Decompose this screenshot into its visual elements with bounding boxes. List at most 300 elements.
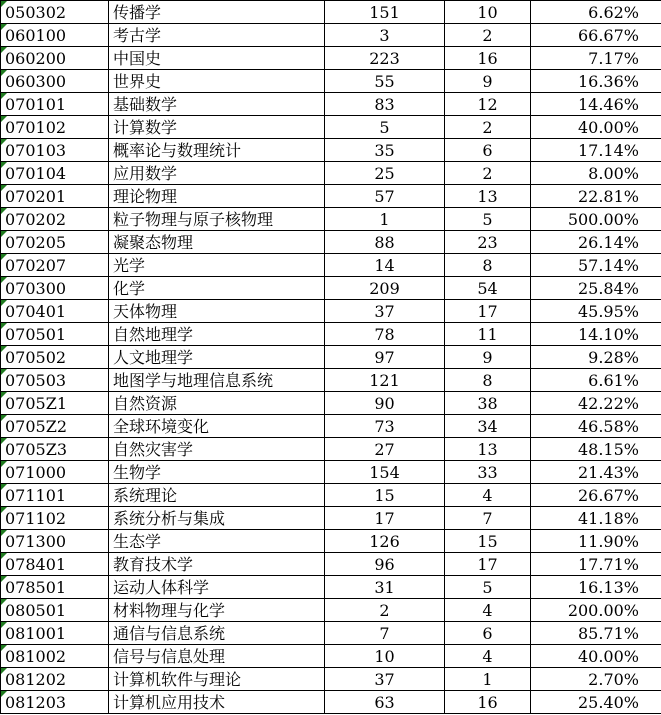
- cell-count-b[interactable]: [445, 47, 531, 70]
- text-format-indicator-icon: [1, 231, 7, 237]
- cell-ratio[interactable]: [531, 645, 661, 668]
- cell-count-a-text: 3: [379, 25, 390, 45]
- cell-program-name[interactable]: [109, 392, 325, 415]
- cell-count-a[interactable]: [325, 323, 445, 346]
- cell-count-b[interactable]: [445, 116, 531, 139]
- cell-program-name-text: 全球环境变化: [113, 416, 210, 436]
- cell-program-name-text: 理论物理: [113, 186, 178, 206]
- cell-ratio-text: 14.10%: [577, 324, 639, 344]
- cell-count-b-text: 2: [482, 117, 493, 137]
- cell-program-code-text: 060300: [5, 71, 67, 91]
- table-row: [1, 668, 661, 691]
- cell-count-b-text: 11: [477, 324, 498, 344]
- cell-program-code[interactable]: [1, 507, 109, 530]
- text-format-indicator-icon: [1, 24, 7, 30]
- cell-ratio-text: 9.28%: [588, 347, 639, 367]
- cell-program-name-text: 粒子物理与原子核物理: [113, 209, 274, 229]
- cell-ratio[interactable]: [531, 116, 661, 139]
- cell-count-b[interactable]: [445, 369, 531, 392]
- cell-ratio-text: 17.71%: [577, 554, 639, 574]
- cell-count-b[interactable]: [445, 622, 531, 645]
- text-format-indicator-icon: [1, 530, 7, 536]
- cell-program-code[interactable]: [1, 116, 109, 139]
- cell-count-a-text: 1: [379, 209, 390, 229]
- text-format-indicator-icon: [1, 438, 7, 444]
- cell-count-a[interactable]: [325, 116, 445, 139]
- cell-count-b[interactable]: [445, 93, 531, 116]
- cell-count-a[interactable]: [325, 599, 445, 622]
- table-row: [1, 369, 661, 392]
- cell-count-b-text: 8: [482, 370, 493, 390]
- text-format-indicator-icon: [1, 668, 7, 674]
- cell-count-b-text: 17: [477, 554, 498, 574]
- cell-count-b[interactable]: [445, 576, 531, 599]
- cell-program-name-text: 天体物理: [113, 301, 178, 321]
- cell-count-a[interactable]: [325, 668, 445, 691]
- text-format-indicator-icon: [1, 576, 7, 582]
- cell-program-name[interactable]: [109, 369, 325, 392]
- cell-count-b[interactable]: [445, 139, 531, 162]
- cell-program-name-text: 传播学: [113, 2, 162, 22]
- cell-ratio[interactable]: [531, 139, 661, 162]
- cell-program-code[interactable]: [1, 576, 109, 599]
- cell-program-name-text: 人文地理学: [113, 347, 194, 367]
- cell-ratio-text: 500.00%: [567, 209, 639, 229]
- cell-count-a-text: 57: [374, 186, 395, 206]
- cell-ratio[interactable]: [531, 668, 661, 691]
- cell-ratio[interactable]: [531, 622, 661, 645]
- cell-count-b-text: 23: [477, 232, 498, 252]
- cell-count-a-text: 97: [374, 347, 395, 367]
- cell-count-a[interactable]: [325, 645, 445, 668]
- cell-program-name[interactable]: [109, 139, 325, 162]
- table-row: [1, 346, 661, 369]
- cell-program-name-text: 计算数学: [113, 117, 178, 137]
- cell-count-a-text: 25: [374, 163, 395, 183]
- table-row: [1, 93, 661, 116]
- cell-program-name[interactable]: [109, 208, 325, 231]
- cell-count-b-text: 2: [482, 163, 493, 183]
- cell-program-code[interactable]: [1, 438, 109, 461]
- cell-count-a-text: 73: [374, 416, 395, 436]
- table-row: [1, 622, 661, 645]
- cell-program-name[interactable]: [109, 484, 325, 507]
- cell-program-code-text: 070201: [5, 186, 67, 206]
- cell-program-name[interactable]: [109, 553, 325, 576]
- text-format-indicator-icon: [1, 47, 7, 53]
- cell-count-a[interactable]: [325, 576, 445, 599]
- cell-count-a[interactable]: [325, 553, 445, 576]
- cell-count-b[interactable]: [445, 438, 531, 461]
- cell-program-name[interactable]: [109, 254, 325, 277]
- cell-ratio[interactable]: [531, 415, 661, 438]
- cell-program-name[interactable]: [109, 1, 325, 24]
- cell-count-b-text: 2: [482, 25, 493, 45]
- cell-ratio-text: 42.22%: [577, 393, 639, 413]
- table-row: [1, 116, 661, 139]
- cell-program-name[interactable]: [109, 622, 325, 645]
- table-row: [1, 162, 661, 185]
- cell-ratio[interactable]: [531, 254, 661, 277]
- table-row: [1, 185, 661, 208]
- cell-ratio-text: 16.36%: [577, 71, 639, 91]
- table-row: [1, 47, 661, 70]
- cell-ratio[interactable]: [531, 231, 661, 254]
- table-row: [1, 392, 661, 415]
- cell-program-name[interactable]: [109, 24, 325, 47]
- cell-count-a-text: 223: [369, 48, 400, 68]
- cell-count-b-text: 17: [477, 301, 498, 321]
- cell-program-name-text: 自然地理学: [113, 324, 194, 344]
- cell-program-name[interactable]: [109, 576, 325, 599]
- table-row: [1, 1, 661, 24]
- cell-ratio[interactable]: [531, 185, 661, 208]
- cell-program-name[interactable]: [109, 507, 325, 530]
- cell-count-a-text: 5: [379, 117, 390, 137]
- text-format-indicator-icon: [1, 116, 7, 122]
- cell-program-code-text: 070104: [5, 163, 67, 183]
- cell-count-b[interactable]: [445, 323, 531, 346]
- cell-ratio[interactable]: [531, 24, 661, 47]
- cell-ratio[interactable]: [531, 47, 661, 70]
- cell-ratio[interactable]: [531, 93, 661, 116]
- cell-program-code[interactable]: [1, 622, 109, 645]
- cell-ratio[interactable]: [531, 208, 661, 231]
- cell-count-b[interactable]: [445, 645, 531, 668]
- cell-ratio[interactable]: [531, 484, 661, 507]
- cell-ratio-text: 22.81%: [577, 186, 639, 206]
- cell-count-b[interactable]: [445, 1, 531, 24]
- cell-count-b-text: 15: [477, 531, 498, 551]
- cell-program-code[interactable]: [1, 254, 109, 277]
- cell-program-code[interactable]: [1, 231, 109, 254]
- cell-ratio[interactable]: [531, 70, 661, 93]
- cell-count-a[interactable]: [325, 1, 445, 24]
- cell-ratio[interactable]: [531, 530, 661, 553]
- cell-count-a[interactable]: [325, 208, 445, 231]
- cell-program-name[interactable]: [109, 185, 325, 208]
- table-row: [1, 300, 661, 323]
- table-row: [1, 277, 661, 300]
- cell-count-a[interactable]: [325, 530, 445, 553]
- text-format-indicator-icon: [1, 162, 7, 168]
- cell-program-code[interactable]: [1, 70, 109, 93]
- cell-program-code-text: 0705Z3: [5, 439, 68, 459]
- cell-count-b[interactable]: [445, 484, 531, 507]
- cell-count-b[interactable]: [445, 507, 531, 530]
- cell-ratio[interactable]: [531, 576, 661, 599]
- cell-count-a[interactable]: [325, 415, 445, 438]
- cell-program-code[interactable]: [1, 415, 109, 438]
- cell-count-a[interactable]: [325, 231, 445, 254]
- cell-count-a[interactable]: [325, 507, 445, 530]
- cell-ratio-text: 66.67%: [577, 25, 639, 45]
- cell-program-code[interactable]: [1, 369, 109, 392]
- cell-program-code-text: 070101: [5, 94, 67, 114]
- table-row: [1, 599, 661, 622]
- cell-count-b[interactable]: [445, 162, 531, 185]
- cell-ratio[interactable]: [531, 323, 661, 346]
- cell-count-b[interactable]: [445, 346, 531, 369]
- text-format-indicator-icon: [1, 507, 7, 513]
- cell-count-a-text: 35: [374, 140, 395, 160]
- cell-count-a-text: 83: [374, 94, 395, 114]
- cell-count-b[interactable]: [445, 254, 531, 277]
- cell-ratio[interactable]: [531, 553, 661, 576]
- cell-count-b-text: 10: [477, 2, 498, 22]
- cell-ratio[interactable]: [531, 438, 661, 461]
- table-row: [1, 645, 661, 668]
- cell-program-name[interactable]: [109, 47, 325, 70]
- cell-program-code-text: 081203: [5, 692, 67, 712]
- table-row: [1, 438, 661, 461]
- table-row: [1, 530, 661, 553]
- cell-ratio-text: 11.90%: [577, 531, 639, 551]
- text-format-indicator-icon: [1, 691, 7, 697]
- cell-program-code-text: 060100: [5, 25, 67, 45]
- cell-count-a[interactable]: [325, 185, 445, 208]
- cell-count-b-text: 13: [477, 439, 498, 459]
- cell-program-code-text: 070103: [5, 140, 67, 160]
- text-format-indicator-icon: [1, 70, 7, 76]
- cell-program-code[interactable]: [1, 300, 109, 323]
- cell-count-a[interactable]: [325, 277, 445, 300]
- cell-count-b[interactable]: [445, 24, 531, 47]
- cell-ratio-text: 57.14%: [577, 255, 639, 275]
- text-format-indicator-icon: [1, 484, 7, 490]
- cell-count-b[interactable]: [445, 461, 531, 484]
- text-format-indicator-icon: [1, 553, 7, 559]
- text-format-indicator-icon: [1, 208, 7, 214]
- cell-ratio-text: 45.95%: [577, 301, 639, 321]
- cell-ratio-text: 48.15%: [577, 439, 639, 459]
- cell-count-b-text: 38: [477, 393, 498, 413]
- cell-ratio-text: 17.14%: [577, 140, 639, 160]
- text-format-indicator-icon: [1, 93, 7, 99]
- cell-ratio[interactable]: [531, 1, 661, 24]
- cell-program-code[interactable]: [1, 1, 109, 24]
- cell-program-code[interactable]: [1, 162, 109, 185]
- cell-count-a-text: 37: [374, 669, 395, 689]
- cell-program-code[interactable]: [1, 208, 109, 231]
- cell-count-b-text: 8: [482, 255, 493, 275]
- cell-program-name[interactable]: [109, 438, 325, 461]
- cell-ratio[interactable]: [531, 461, 661, 484]
- table-row: [1, 24, 661, 47]
- cell-count-b-text: 7: [482, 508, 493, 528]
- cell-program-name-text: 自然灾害学: [113, 439, 194, 459]
- cell-program-name-text: 通信与信息系统: [113, 623, 226, 643]
- cell-ratio-text: 2.70%: [588, 669, 639, 689]
- text-format-indicator-icon: [1, 185, 7, 191]
- cell-ratio-text: 7.17%: [588, 48, 639, 68]
- cell-program-code-text: 071102: [5, 508, 67, 528]
- table-row: [1, 231, 661, 254]
- table-row: [1, 576, 661, 599]
- text-format-indicator-icon: [1, 599, 7, 605]
- cell-ratio[interactable]: [531, 392, 661, 415]
- cell-program-code-text: 071101: [5, 485, 67, 505]
- cell-program-code[interactable]: [1, 277, 109, 300]
- cell-count-b-text: 9: [482, 71, 493, 91]
- table-row: [1, 415, 661, 438]
- cell-program-code[interactable]: [1, 553, 109, 576]
- cell-count-a[interactable]: [325, 24, 445, 47]
- cell-program-name[interactable]: [109, 300, 325, 323]
- cell-count-a-text: 27: [374, 439, 395, 459]
- cell-ratio-text: 26.14%: [577, 232, 639, 252]
- cell-program-name[interactable]: [109, 323, 325, 346]
- cell-count-b[interactable]: [445, 415, 531, 438]
- cell-program-name-text: 光学: [113, 255, 146, 275]
- cell-program-name[interactable]: [109, 599, 325, 622]
- cell-program-code[interactable]: [1, 24, 109, 47]
- cell-count-b-text: 6: [482, 140, 493, 160]
- cell-count-b-text: 13: [477, 186, 498, 206]
- cell-count-b[interactable]: [445, 691, 531, 714]
- cell-program-name-text: 概率论与数理统计: [113, 140, 242, 160]
- cell-ratio-text: 40.00%: [577, 646, 639, 666]
- cell-count-a-text: 151: [369, 2, 400, 22]
- cell-program-name[interactable]: [109, 277, 325, 300]
- table-row: [1, 323, 661, 346]
- cell-program-code[interactable]: [1, 346, 109, 369]
- cell-ratio[interactable]: [531, 346, 661, 369]
- cell-program-name[interactable]: [109, 415, 325, 438]
- cell-count-a-text: 96: [374, 554, 395, 574]
- cell-count-b[interactable]: [445, 530, 531, 553]
- cell-count-a[interactable]: [325, 346, 445, 369]
- cell-count-b[interactable]: [445, 231, 531, 254]
- cell-count-b[interactable]: [445, 553, 531, 576]
- cell-program-code[interactable]: [1, 668, 109, 691]
- cell-ratio-text: 26.67%: [577, 485, 639, 505]
- cell-program-code[interactable]: [1, 645, 109, 668]
- cell-program-name-text: 自然资源: [113, 393, 178, 413]
- cell-program-name-text: 基础数学: [113, 94, 178, 114]
- cell-program-name[interactable]: [109, 691, 325, 714]
- cell-count-a[interactable]: [325, 254, 445, 277]
- cell-program-name[interactable]: [109, 93, 325, 116]
- cell-count-a[interactable]: [325, 139, 445, 162]
- cell-count-b[interactable]: [445, 70, 531, 93]
- cell-program-code[interactable]: [1, 185, 109, 208]
- cell-ratio[interactable]: [531, 369, 661, 392]
- cell-program-code[interactable]: [1, 323, 109, 346]
- cell-program-code[interactable]: [1, 691, 109, 714]
- cell-program-name[interactable]: [109, 346, 325, 369]
- cell-count-b[interactable]: [445, 185, 531, 208]
- cell-program-name[interactable]: [109, 162, 325, 185]
- cell-program-code-text: 060200: [5, 48, 67, 68]
- cell-count-b-text: 5: [482, 577, 493, 597]
- cell-ratio-text: 6.62%: [588, 2, 639, 22]
- cell-ratio-text: 200.00%: [567, 600, 639, 620]
- cell-program-name-text: 系统理论: [113, 485, 178, 505]
- text-format-indicator-icon: [1, 323, 7, 329]
- cell-count-a-text: 10: [374, 646, 395, 666]
- cell-program-name[interactable]: [109, 668, 325, 691]
- cell-program-code-text: 070503: [5, 370, 67, 390]
- cell-program-name-text: 计算机软件与理论: [113, 669, 242, 689]
- cell-program-name-text: 地图学与地理信息系统: [113, 370, 274, 390]
- cell-count-b[interactable]: [445, 392, 531, 415]
- cell-ratio[interactable]: [531, 691, 661, 714]
- cell-count-a[interactable]: [325, 93, 445, 116]
- cell-program-name-text: 世界史: [113, 71, 162, 91]
- cell-count-a[interactable]: [325, 70, 445, 93]
- cell-program-code[interactable]: [1, 139, 109, 162]
- cell-program-code[interactable]: [1, 530, 109, 553]
- cell-program-code[interactable]: [1, 599, 109, 622]
- cell-program-code[interactable]: [1, 93, 109, 116]
- cell-ratio-text: 21.43%: [577, 462, 639, 482]
- cell-program-code[interactable]: [1, 47, 109, 70]
- cell-count-b[interactable]: [445, 300, 531, 323]
- table-body: [1, 1, 661, 714]
- cell-ratio[interactable]: [531, 300, 661, 323]
- cell-count-a[interactable]: [325, 162, 445, 185]
- cell-ratio-text: 6.61%: [588, 370, 639, 390]
- cell-program-name-text: 教育技术学: [113, 554, 194, 574]
- cell-program-code[interactable]: [1, 484, 109, 507]
- cell-program-name[interactable]: [109, 116, 325, 139]
- cell-program-name-text: 应用数学: [113, 163, 178, 183]
- cell-count-b[interactable]: [445, 208, 531, 231]
- cell-count-a[interactable]: [325, 484, 445, 507]
- cell-program-code-text: 078401: [5, 554, 67, 574]
- cell-count-a-text: 37: [374, 301, 395, 321]
- cell-program-name[interactable]: [109, 530, 325, 553]
- cell-count-a[interactable]: [325, 438, 445, 461]
- cell-program-code[interactable]: [1, 461, 109, 484]
- cell-program-name[interactable]: [109, 645, 325, 668]
- cell-count-a[interactable]: [325, 47, 445, 70]
- cell-count-a-text: 90: [374, 393, 395, 413]
- cell-count-a[interactable]: [325, 622, 445, 645]
- cell-program-name[interactable]: [109, 70, 325, 93]
- text-format-indicator-icon: [1, 369, 7, 375]
- cell-program-code-text: 070207: [5, 255, 67, 275]
- cell-ratio[interactable]: [531, 507, 661, 530]
- text-format-indicator-icon: [1, 645, 7, 651]
- cell-count-a[interactable]: [325, 392, 445, 415]
- cell-ratio[interactable]: [531, 162, 661, 185]
- cell-program-code-text: 070205: [5, 232, 67, 252]
- cell-count-a[interactable]: [325, 461, 445, 484]
- cell-count-b[interactable]: [445, 599, 531, 622]
- cell-count-b[interactable]: [445, 668, 531, 691]
- cell-count-b[interactable]: [445, 277, 531, 300]
- cell-count-b-text: 1: [482, 669, 493, 689]
- cell-count-a[interactable]: [325, 300, 445, 323]
- cell-program-name[interactable]: [109, 461, 325, 484]
- cell-ratio[interactable]: [531, 277, 661, 300]
- text-format-indicator-icon: [1, 415, 7, 421]
- text-format-indicator-icon: [1, 277, 7, 283]
- cell-ratio[interactable]: [531, 599, 661, 622]
- text-format-indicator-icon: [1, 392, 7, 398]
- cell-program-name[interactable]: [109, 231, 325, 254]
- cell-program-code-text: 081202: [5, 669, 67, 689]
- cell-program-name-text: 生物学: [113, 462, 162, 482]
- cell-ratio-text: 46.58%: [577, 416, 639, 436]
- cell-count-a[interactable]: [325, 691, 445, 714]
- cell-ratio-text: 25.40%: [577, 692, 639, 712]
- cell-count-a[interactable]: [325, 369, 445, 392]
- cell-program-code[interactable]: [1, 392, 109, 415]
- cell-ratio-text: 25.84%: [577, 278, 639, 298]
